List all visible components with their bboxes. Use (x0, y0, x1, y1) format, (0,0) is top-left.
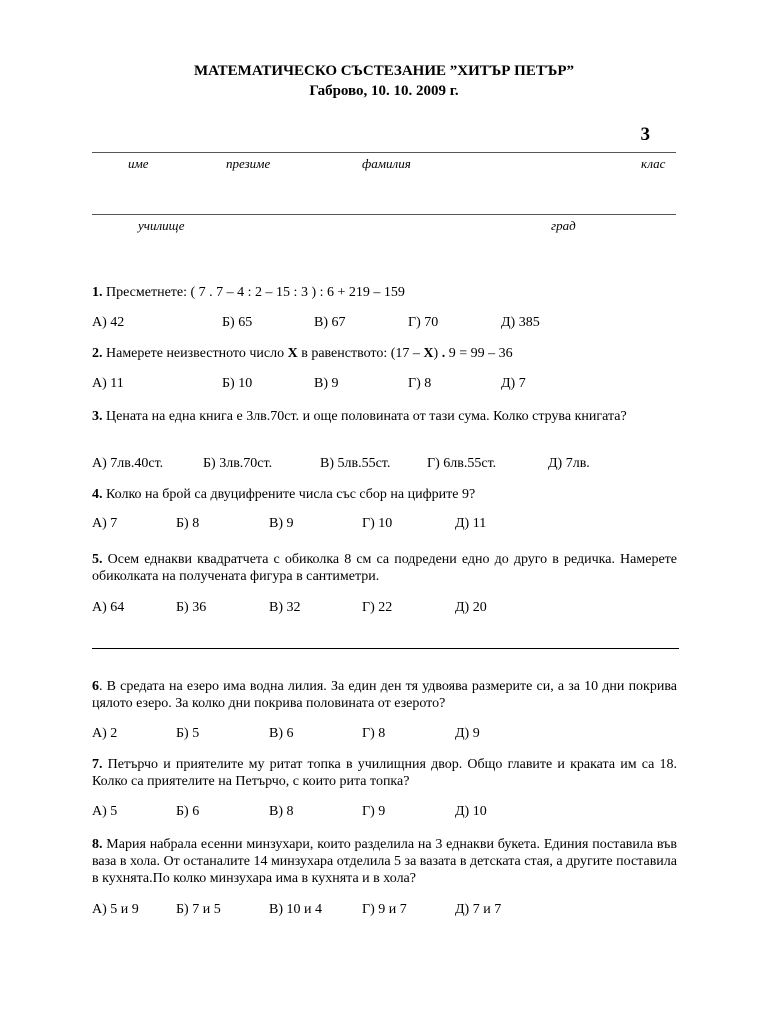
question-3 (92, 408, 677, 425)
answer-option[interactable]: А) 7лв.40ст. (92, 456, 164, 471)
question-number: 4. (92, 487, 103, 502)
city-label: град (551, 218, 576, 233)
answer-option[interactable]: Б) 5 (176, 726, 200, 741)
question-2 (92, 345, 677, 362)
question-number: 3. (92, 409, 103, 424)
answer-option[interactable]: Б) 10 (222, 376, 253, 391)
class-label: клас (641, 156, 666, 171)
grade-number: 3 (640, 124, 650, 145)
question-text: . В средата на езеро има водна лилия. За един ден тя удвоява размерите си, а за 10 дни покрива цялото езеро. За колко дни покрива половината от езерото? (92, 679, 677, 711)
answer-option[interactable]: А) 2 (92, 726, 118, 741)
answer-option[interactable]: А) 11 (92, 376, 124, 391)
school-fill-line[interactable] (92, 214, 676, 215)
answer-option[interactable]: Г) 10 (362, 516, 393, 531)
question-7 (92, 756, 677, 790)
multiply-dot: . (441, 346, 446, 361)
answer-option[interactable]: Б) 8 (176, 516, 200, 531)
section-divider (92, 648, 679, 649)
question-text: Колко на брой са двуцифрените числа със сбор на цифрите 9? (102, 487, 476, 502)
question-1 (92, 284, 677, 301)
answer-option[interactable]: Г) 70 (408, 315, 439, 330)
answer-option[interactable]: Д) 20 (455, 600, 487, 615)
name-label: име (128, 156, 149, 171)
surname-label: фамилия (362, 156, 411, 171)
school-label: училище (138, 218, 185, 233)
question-4 (92, 486, 677, 503)
answer-option[interactable]: А) 5 и 9 (92, 902, 139, 917)
question-text: Осем еднакви квадратчета с обиколка 8 см са подредени едно до друго в редичка. Намерете обиколката на получената фигура в сантиметри. (92, 552, 677, 584)
question-text: Мария набрала есенни минзухари, които разделила на 3 еднакви букета. Единия поставила във ваза в хола. От останалите 14 минзухара отделила 5 за вазата в детската стая, а другите поставила в кухнята.По колко минзухара има в кухнята и в хола? (92, 837, 677, 886)
question-text: Намерете неизвестното число (102, 346, 288, 361)
answer-option[interactable]: В) 6 (269, 726, 294, 741)
name-fill-line[interactable] (92, 152, 676, 153)
answer-option[interactable]: В) 5лв.55ст. (320, 456, 391, 471)
variable-x: X (287, 346, 298, 361)
question-text: Пресметнете: ( 7 . 7 – 4 : 2 – 15 : 3 ) : 6 + 219 – 159 (102, 285, 405, 300)
answer-option[interactable]: В) 10 и 4 (269, 902, 322, 917)
question-text: 9 = 99 – 36 (445, 346, 513, 361)
answer-option[interactable]: Д) 10 (455, 804, 487, 819)
answer-option[interactable]: В) 9 (269, 516, 294, 531)
answer-option[interactable]: Г) 8 (408, 376, 432, 391)
question-5 (92, 551, 677, 585)
answer-option[interactable]: Г) 9 и 7 (362, 902, 407, 917)
question-number: 7. (92, 757, 103, 772)
answer-option[interactable]: А) 7 (92, 516, 118, 531)
answer-option[interactable]: В) 8 (269, 804, 294, 819)
answer-option[interactable]: Д) 9 (455, 726, 480, 741)
answer-option[interactable]: Г) 22 (362, 600, 393, 615)
question-text: Цената на една книга е 3лв.70ст. и още половината от тази сума. Колко струва книгата? (102, 409, 627, 424)
competition-title: МАТЕМАТИЧЕСКО СЪСТЕЗАНИЕ ”ХИТЪР ПЕТЪР” (194, 63, 574, 79)
question-text: ) (433, 346, 442, 361)
answer-option[interactable]: Б) 65 (222, 315, 253, 330)
question-number: 8. (92, 837, 103, 852)
answer-option[interactable]: Д) 7лв. (548, 456, 590, 471)
answer-option[interactable]: А) 64 (92, 600, 125, 615)
answer-option[interactable]: Б) 36 (176, 600, 207, 615)
answer-option[interactable]: Б) 6 (176, 804, 200, 819)
answer-option[interactable]: Д) 7 и 7 (455, 902, 502, 917)
answer-option[interactable]: Д) 11 (455, 516, 487, 531)
answer-option[interactable]: Г) 8 (362, 726, 386, 741)
middle-name-label: презиме (226, 156, 271, 171)
answer-option[interactable]: Г) 9 (362, 804, 386, 819)
question-8 (92, 836, 677, 887)
answer-option[interactable]: А) 5 (92, 804, 118, 819)
answer-option[interactable]: В) 67 (314, 315, 346, 330)
question-number: 1. (92, 285, 103, 300)
question-number: 5. (92, 552, 103, 567)
variable-x: X (423, 346, 434, 361)
question-number: 2. (92, 346, 103, 361)
competition-subtitle: Габрово, 10. 10. 2009 г. (309, 83, 459, 99)
answer-option[interactable]: Д) 7 (501, 376, 526, 391)
answer-option[interactable]: Г) 6лв.55ст. (427, 456, 497, 471)
answer-option[interactable]: Д) 385 (501, 315, 540, 330)
question-6 (92, 678, 677, 712)
answer-option[interactable]: А) 42 (92, 315, 125, 330)
question-number: 6 (92, 679, 99, 694)
answer-option[interactable]: В) 32 (269, 600, 301, 615)
question-text: в равенството: (17 – (297, 346, 424, 361)
answer-option[interactable]: В) 9 (314, 376, 339, 391)
answer-option[interactable]: Б) 7 и 5 (176, 902, 221, 917)
question-text: Петърчо и приятелите му ритат топка в училищния двор. Общо главите и краката им са 18. Колко са приятелите на Петърчо, с които рита топка? (92, 757, 677, 789)
answer-option[interactable]: Б) 3лв.70ст. (203, 456, 273, 471)
